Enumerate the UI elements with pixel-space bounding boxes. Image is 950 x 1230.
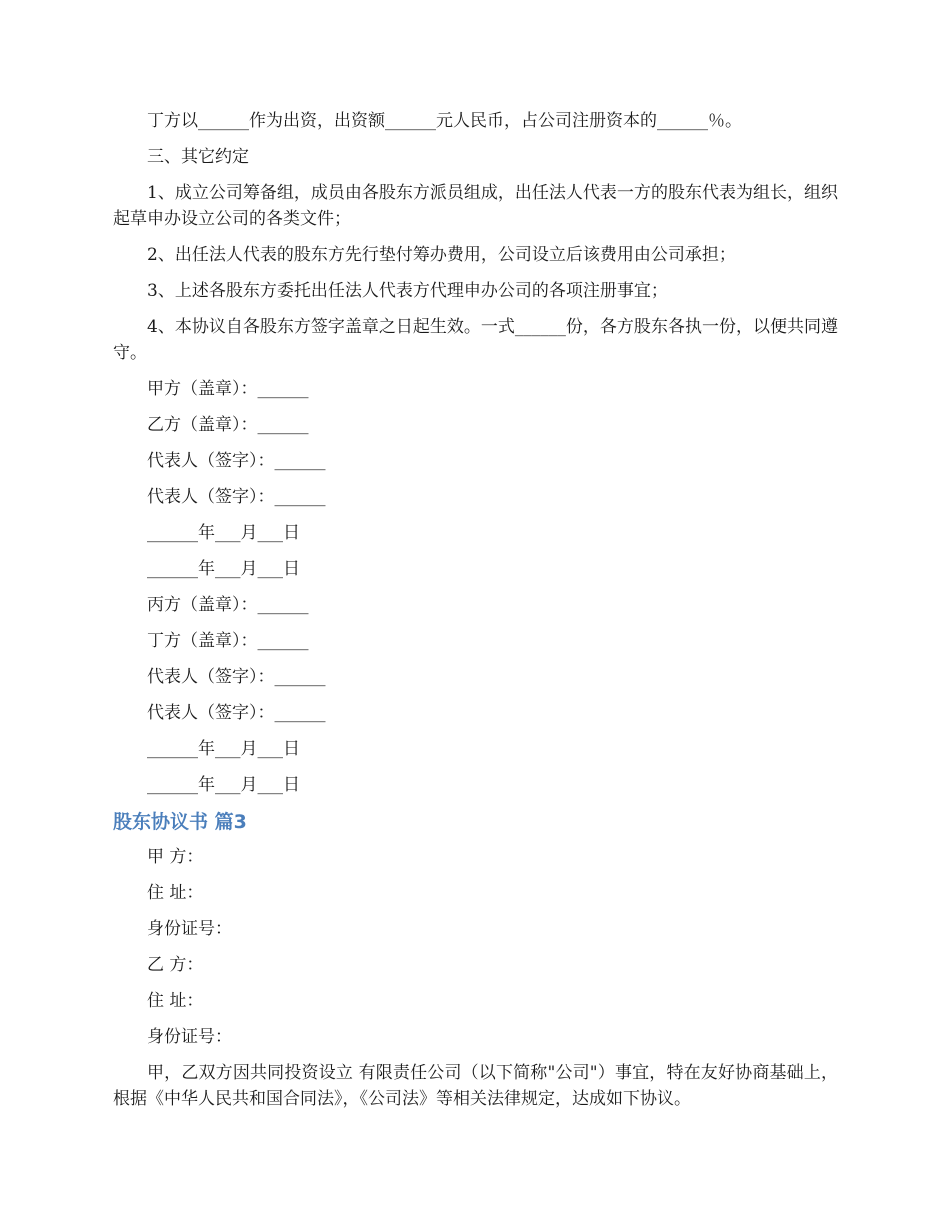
agreement-item-3: 3、上述各股东方委托出任法人代表方代理申办公司的各项注册事宜； xyxy=(147,281,668,301)
signature-representative: 代表人（签字）：______ xyxy=(147,451,326,471)
section-3-intro: 甲，乙双方因共同投资设立 有限责任公司（以下简称"公司"）事宜，特在友好协商基础上，根据《中华人民共和国合同法》，《公司法》等相关法律规定，达成如下协议。 xyxy=(113,1063,838,1109)
party-b-field: 乙 方： xyxy=(147,955,204,975)
agreement-item-4: 4、本协议自各股东方签字盖章之日起生效。一式______份，各方股东各执一份，以便共同遵守。 xyxy=(113,317,838,363)
section-3-heading: 股东协议书 篇3 xyxy=(113,811,247,833)
signature-party-a-seal: 甲方（盖章）：______ xyxy=(147,379,309,399)
signature-representative: 代表人（签字）：______ xyxy=(147,703,326,723)
agreement-item-2: 2、出任法人代表的股东方先行垫付筹办费用，公司设立后该费用由公司承担； xyxy=(147,245,736,265)
party-b-address-field: 住 址： xyxy=(147,991,204,1011)
signature-party-b-seal: 乙方（盖章）：______ xyxy=(147,415,309,435)
signature-date: ______年___月___日 xyxy=(147,559,300,579)
party-a-field: 甲 方： xyxy=(147,847,204,867)
document-page xyxy=(113,108,838,1122)
party-a-address-field: 住 址： xyxy=(147,883,204,903)
party-a-id-field: 身份证号： xyxy=(147,919,232,939)
signature-party-c-seal: 丙方（盖章）：______ xyxy=(147,595,309,615)
signature-representative: 代表人（签字）：______ xyxy=(147,667,326,687)
contribution-clause-d: 丁方以______作为出资，出资额______元人民币，占公司注册资本的______％。 xyxy=(147,111,742,131)
signature-date: ______年___月___日 xyxy=(147,523,300,543)
agreement-item-1: 1、成立公司筹备组，成员由各股东方派员组成，出任法人代表一方的股东代表为组长，组织起草申办设立公司的各类文件； xyxy=(113,183,838,229)
section-other-agreements-title: 三、其它约定 xyxy=(147,147,249,167)
signature-date: ______年___月___日 xyxy=(147,775,300,795)
signature-representative: 代表人（签字）：______ xyxy=(147,487,326,507)
party-b-id-field: 身份证号： xyxy=(147,1027,232,1047)
signature-date: ______年___月___日 xyxy=(147,739,300,759)
signature-party-d-seal: 丁方（盖章）：______ xyxy=(147,631,309,651)
